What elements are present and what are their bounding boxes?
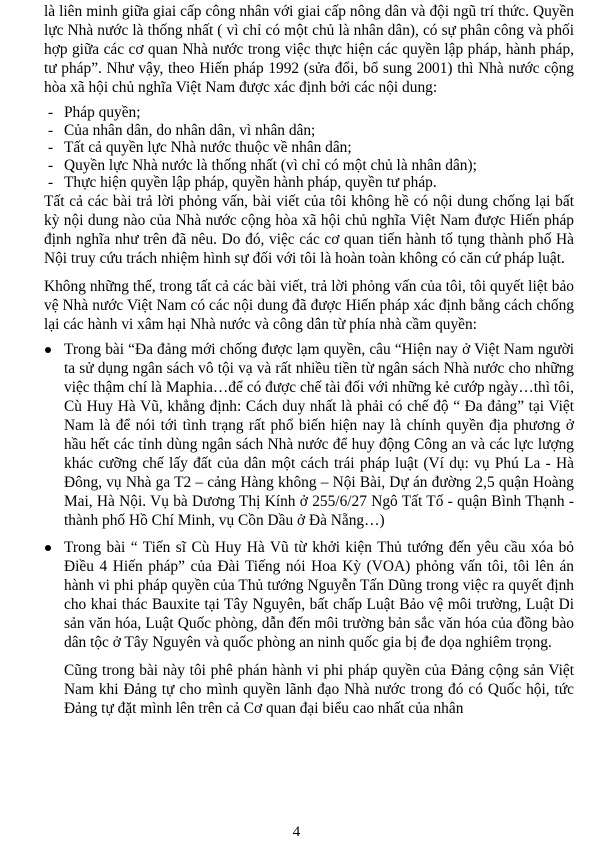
- dash-marker: -: [48, 104, 54, 121]
- list-item: [44, 157, 574, 175]
- dash-marker: -: [48, 121, 54, 139]
- list-item: [44, 139, 574, 157]
- list-item: [44, 174, 574, 192]
- bullet-text-2: Trong bài “ Tiến sĩ Cù Huy Hà Vũ từ khởi kiện Thủ tướng đến yêu cầu xóa bỏ Điều 4 Hiến pháp” của Đài Tiếng nói Hoa Kỳ (VOA) phỏng vấn tôi, tôi lên án hành vi phi pháp quyền của Thủ tướng Nguyễn Tấn Dũng trong việc ra quyết định cho khai thác Bauxite tại Tây Nguyên, bất chấp Luật Bảo vệ môi trường, Luật Di sản văn hóa, Luật Quốc phòng, dẫn đến môi trường bản sắc văn hóa của đồng bào dân tộc ở Tây Nguyên và quốc phòng an ninh quốc gia bị đe dọa nghiêm trọng.: [64, 538, 574, 651]
- dash-marker: -: [48, 174, 54, 192]
- dash-marker: -: [48, 139, 54, 157]
- dash-marker: -: [48, 156, 54, 174]
- bullet-text-2-continuation: Cũng trong bài này tôi phê phán hành vi phi pháp quyền của Đảng cộng sản Việt Nam khi Đảng tự cho mình quyền lãnh đạo Nhà nước trong đó có Quốc hội, tức Đảng tự đặt mình lên trên cả Cơ quan đại biểu cao nhất của nhân: [64, 661, 574, 717]
- intro-paragraph: là liên minh giữa giai cấp công nhân với giai cấp nông dân và đội ngũ trí thức. Quyền lực Nhà nước là thống nhất ( vì chỉ có một chủ là nhân dân), có sự phân công và phối hợp giữa các cơ quan Nhà nước trong việc thực hiện các quyền lập pháp, hành pháp, tư pháp”. Như vậy, theo Hiến pháp 1992 (sửa đổi, bổ sung 2001) thì Nhà nước cộng hòa xã hội chủ nghĩa Việt Nam được xác định bởi các nội dung:: [44, 3, 574, 96]
- paragraph-spacer: [44, 268, 574, 277]
- bullet-list: [44, 340, 574, 718]
- list-item: [44, 104, 574, 122]
- list-item-text: Thực hiện quyền lập pháp, quyền hành pháp, quyền tư pháp.: [64, 174, 437, 192]
- list-item-text: Của nhân dân, do nhân dân, vì nhân dân;: [64, 121, 316, 139]
- bullet-dot-icon: [45, 347, 51, 353]
- list-item: [44, 340, 574, 530]
- list-item-text: Pháp quyền;: [64, 104, 141, 121]
- list-item-text: Tất cả quyền lực Nhà nước thuộc về nhân dân;: [64, 139, 352, 157]
- bullet-dot-icon: [45, 545, 51, 551]
- document-page: [44, 2, 574, 718]
- list-item-text: Quyền lực Nhà nước là thống nhất (vì chỉ có một chủ là nhân dân);: [64, 156, 477, 174]
- body-paragraph-3: Không những thế, trong tất cả các bài viết, trả lời phỏng vấn của tôi, tôi quyết liệt bảo vệ Nhà nước Việt Nam có các nội dung đã được Hiến pháp xác định bằng cách chống lại các hành vi xâm hại Nhà nước và công dân từ phía nhà cầm quyền:: [44, 277, 574, 333]
- bullet-text-1: Trong bài “Đa đảng mới chống được lạm quyền, câu “Hiện nay ở Việt Nam người ta sử dụng ngân sách vô tội vạ và rất nhiều tiền từ ngân sách Nhà nước cho những việc thậm chí là Maphia…để có được chế tài đối với những kẻ cướp ngày…thì tôi, Cù Huy Hà Vũ, khẳng định: Cách duy nhất là phải có chế độ “ Đa đảng” tại Việt Nam là để nói tới tình trạng rất phổ biến hiện nay là chính quyền địa phương ở hầu hết các tỉnh dùng ngân sách Nhà nước để huy động Công an và các lực lượng khác cưỡng chế lấy đất của dân một cách trái pháp luật (Ví dụ: vụ Phú La - Hà Đông, vụ Nhà ga T2 – cảng Hàng không – Nội Bài, Dự án đường 2,5 quận Hoàng Mai, Hà Nội. Vụ bà Dương Thị Kính ở 255/6/27 Ngô Tất Tố - quận Bình Thạnh - thành phố Hồ Chí Minh, vụ Cồn Dầu ở Đà Nẵng…): [64, 340, 574, 529]
- list-item: [44, 122, 574, 140]
- list-item: [44, 538, 574, 718]
- dash-list: [44, 104, 574, 192]
- page-number: 4: [292, 824, 301, 840]
- body-paragraph-2: Tất cả các bài trả lời phỏng vấn, bài viết của tôi không hề có nội dung chống lại bất kỳ nội dung nào của Nhà nước cộng hòa xã hội chủ nghĩa Việt Nam được Hiến pháp định nghĩa như trên đã nêu. Do đó, việc các cơ quan tiến hành tố tụng thành phố Hà Nội truy cứu trách nhiệm hình sự đối với tôi là hoàn toàn không có căn cứ pháp luật.: [44, 192, 574, 267]
